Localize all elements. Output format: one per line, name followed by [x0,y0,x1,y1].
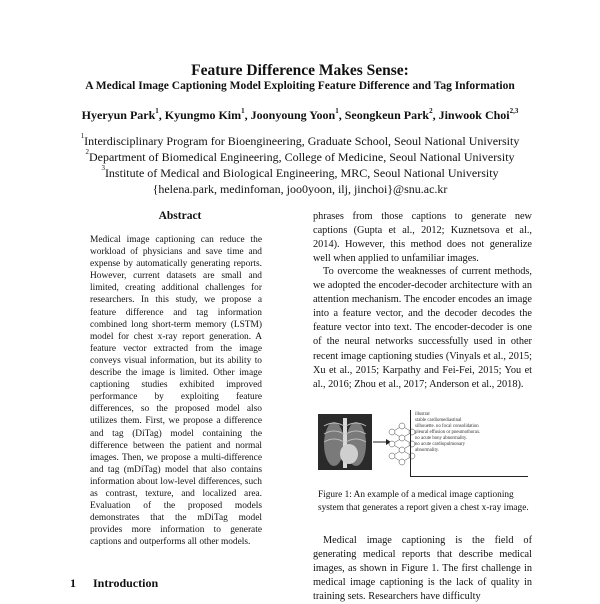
paper-subtitle: A Medical Image Captioning Model Exploiting Feature Difference and Tag Information [85,80,515,92]
author: Kyungmo Kim$^1$ [164,107,245,122]
author-emails: {helena.park, medinfoman, joo0yoon, ilj, jinchoi}@snu.ac.kr [152,182,448,196]
paragraph: Medical image captioning is the field of generating medical reports that describe medical images, as shown in Figure 1. The first challenge in medical image captioning is the lack of quality in training sets. Researchers have difficulty [313,535,532,603]
chest-xray-image [318,414,372,470]
figure-1 [318,404,533,482]
paper-title: Feature Difference Makes Sense: [191,62,409,79]
section-title: Introduction [93,576,159,590]
author: Seongkeun Park$^2$ [344,107,433,122]
paragraph: To overcome the weaknesses of current methods, we adopted the encoder-decoder architecture with an attention mechanism. The encoder encodes an image into a feature vector, and the decoder decodes the feature vector into text. The encoder-decoder is one of the neural networks successfully used in other recent image captioning studies (Vinyals et al., 2015; Xu et al., 2015; Karpathy and Fei-Fei, 2015; You et al., 2016; Zhou et al., 2017; Anderson et al., 2018). [313,266,532,390]
affiliation: $^3$Institute of Medical and Biological Engineering, MRC, Seoul National University [101,164,499,180]
affiliation: $^1$Interdisciplinary Program for Bioengineering, Graduate School, Seoul National University [80,132,520,148]
arrow-icon [373,439,391,445]
author: Jinwook Choi$^{2,3}$ [438,107,519,122]
author: Hyeryun Park$^1$ [81,107,159,122]
affiliations [0,133,600,197]
abstract-body: Medical image captioning can reduce the workload of physicians and save time and expense by automatically generating reports. However, current datasets are small and limited, creating additional challenges for researchers. In this study, we propose a feature difference and tag information combined long short-term memory (LSTM) model for chest x-ray report generation. A feature vector extracted from the image conveys visual information, but its ability to describe the image is limited. Other image captioning studies exhibited improved performance by exploiting feature differences, so the proposed model also utilizes them. First, we propose a difference and tag (DiTag) model containing the difference between the patient and normal images. Then, we propose a multi-difference and tag (mDiTag) model that also contains information about low-level differences, such as contrast, texture, and localized area. Evaluation of the proposed models demonstrates that the mDiTag model provides more information to generate captions and outperforms all other models. [90,235,262,548]
generated-report [410,410,528,477]
section-number: 1 [70,576,76,590]
report-text: illustrat stable cardiomediastinal silhouette. no focal consolidation pleural effusion or pneumothorax. no acute bony abnormality. no acute cardiopulmonary abnormality. [415,412,481,453]
affiliation: $^2$Department of Biomedical Engineering, College of Medicine, Seoul National University [85,148,515,164]
figure-caption: Figure 1: An example of a medical image captioning system that generates a report given a chest x-ray image. [318,490,529,513]
abstract-heading: Abstract [158,210,202,222]
author: Joonyoung Yoon$^1$ [250,107,339,122]
paragraph: phrases from those captions to generate new captions (Gupta et al., 2012; Kuznetsova et al., 2014). However, this method does not generalize well when applied to unfamiliar images. [313,211,532,265]
author-list: Hyeryun Park$^1$, Kyungmo Kim$^1$, Joonyoung Yoon$^1$, Seongkeun Park$^2$, Jinwook Choi$^{2,3}$ [81,107,519,122]
